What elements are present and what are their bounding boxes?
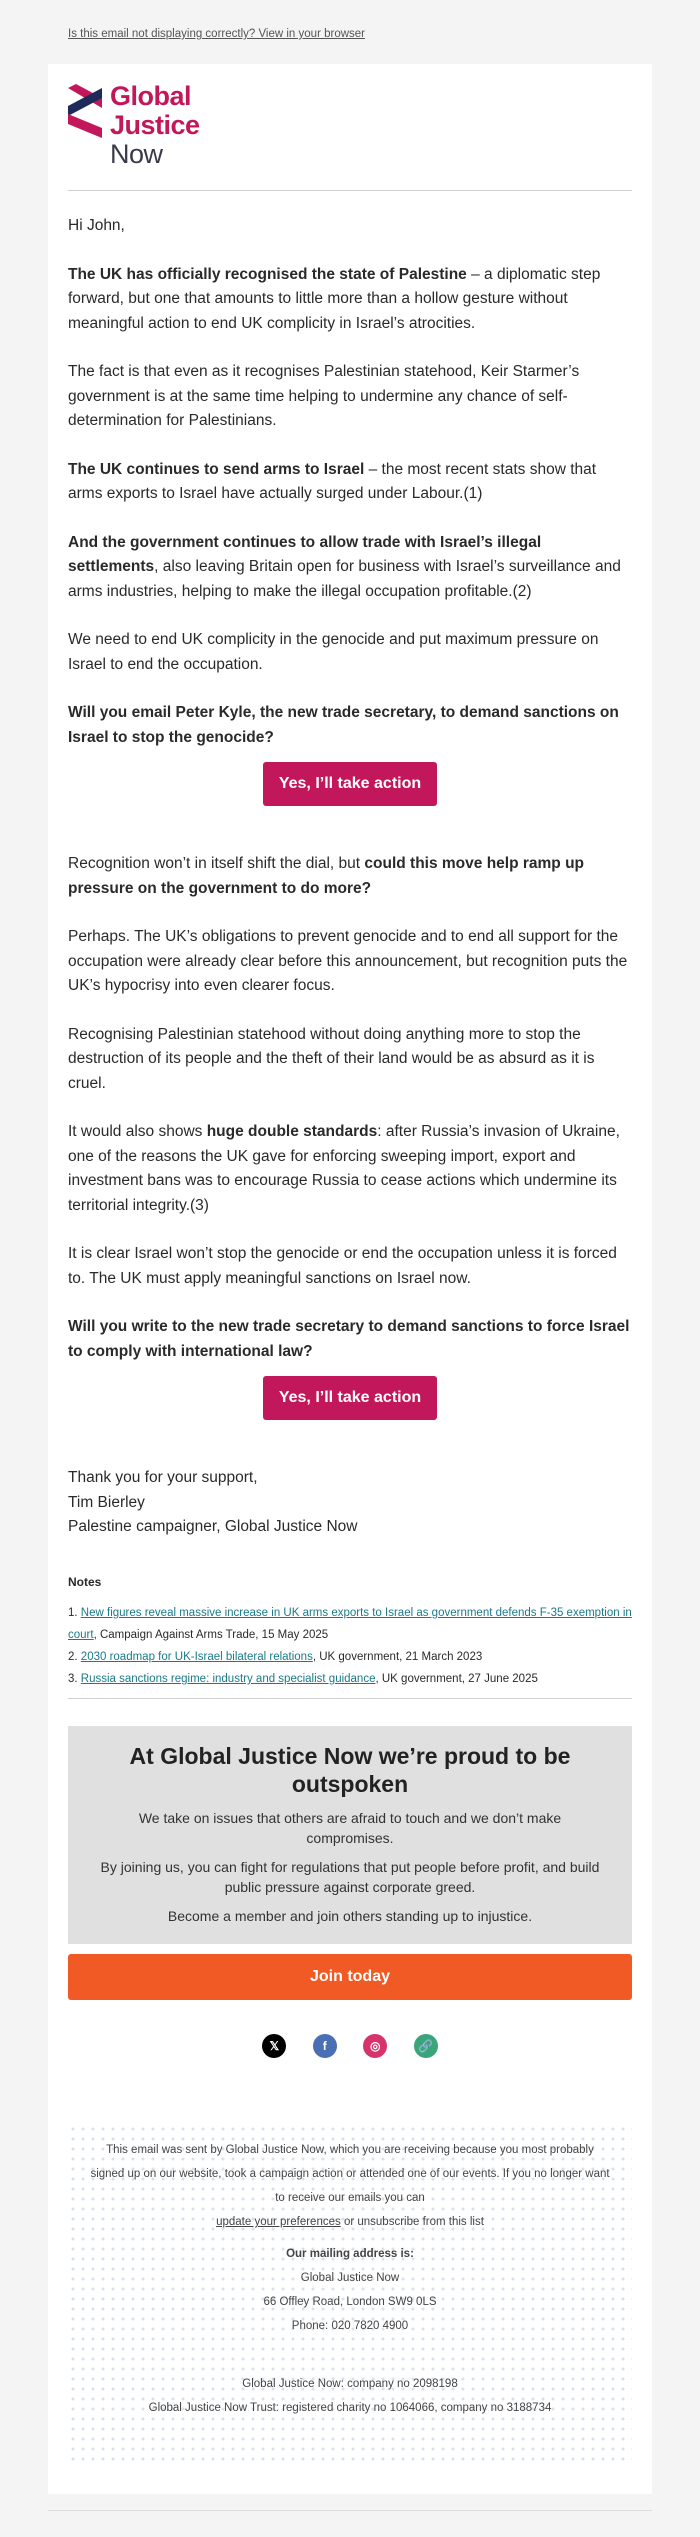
flag-logo-icon — [68, 84, 108, 144]
logo-line-now: Now — [110, 139, 163, 169]
footer — [68, 2124, 632, 2464]
logo-wordmark — [110, 82, 200, 169]
note-number: 1. — [68, 1607, 81, 1619]
paragraph-5: We need to end UK complicity in the genocide and put maximum pressure on Israel to end the occupation. — [68, 631, 599, 673]
p3-text: – the most recent stats show that arms exports to Israel have actually surged under Labour.(1) — [68, 460, 597, 502]
p1-text: – a diplomatic step forward, but one that amounts to little more than a hollow gesture without meaningful action to end UK complicity in Israel’s atrocities. — [68, 265, 601, 332]
note-link[interactable]: Russia sanctions regime: industry and specialist guidance — [80, 1673, 376, 1685]
footer-org: Global Justice Now — [300, 2272, 400, 2284]
signoff — [68, 1466, 632, 1540]
email-body — [68, 214, 632, 1690]
signoff-name: Tim Bierley — [68, 1493, 145, 1511]
paragraph-9: Recognising Palestinian statehood without doing anything more to stop the destruction of its people and the theft of their land would be as absurd as it is cruel. — [68, 1025, 595, 1092]
p1-bold: The UK has officially recognised the state of Palestine — [68, 265, 467, 283]
promo-divider — [68, 1698, 632, 1699]
preheader — [0, 0, 700, 64]
take-action-button-1[interactable]: Yes, I’ll take action — [263, 762, 437, 806]
email-card — [48, 64, 652, 2494]
footer-sent-by — [90, 2138, 610, 2234]
p10-text-start: It would also shows — [68, 1123, 207, 1140]
note-source: , UK government, 21 March 2023 — [312, 1651, 483, 1663]
facebook-icon[interactable]: f — [313, 2034, 337, 2058]
paragraph-1 — [68, 263, 632, 337]
p4-bold: And the government continues to allow trade with Israel’s illegal settlements — [68, 533, 542, 575]
social-links — [48, 2034, 652, 2058]
p6-bold: Will you email Peter Kyle, the new trade secretary, to demand sanctions on Israel to stop the genocide? — [68, 704, 619, 746]
x-icon[interactable]: 𝕏 — [262, 2034, 286, 2058]
promo-box — [68, 1726, 632, 1944]
join-today-button[interactable]: Join today — [68, 1954, 632, 2000]
greeting: Hi John, — [68, 217, 125, 234]
view-in-browser-link[interactable]: Is this email not displaying correctly? View in your browser — [68, 28, 365, 40]
footer-sent-text: This email was sent by Global Justice Now, which you are receiving because you most probably signed up on our website, took a campaign action or attended one of our events. If you no longer want to receive our emails you can — [90, 2144, 610, 2204]
take-action-button-2[interactable]: Yes, I’ll take action — [263, 1376, 437, 1420]
p4-text: , also leaving Britain open for business with Israel’s surveillance and arms industries, helping to make the illegal occupation profitable.(2) — [68, 558, 621, 600]
p7-text: Recognition won’t in itself shift the dial, but — [68, 855, 365, 872]
p10-bold: huge double standards — [206, 1123, 378, 1140]
note-number: 2. — [68, 1651, 81, 1663]
paragraph-3 — [68, 458, 632, 507]
bottom-divider — [48, 2510, 652, 2511]
logo-line-global: Global — [110, 81, 192, 111]
footer-address: 66 Offley Road, London SW9 0LS — [263, 2296, 437, 2308]
notes-list — [68, 1602, 632, 1690]
signoff-thanks: Thank you for your support, — [68, 1469, 258, 1486]
p7-bold: could this move help ramp up pressure on the government to do more? — [68, 855, 585, 897]
paragraph-11: It is clear Israel won’t stop the genocide or end the occupation unless it is forced to. The UK must apply meaningful sanctions on Israel now. — [68, 1245, 617, 1287]
global-justice-now-logo[interactable] — [68, 80, 268, 172]
note-number: 3. — [68, 1673, 81, 1685]
notes-title: Notes — [68, 1574, 102, 1589]
note-link[interactable]: 2030 roadmap for UK-Israel bilateral relations — [80, 1651, 313, 1663]
signoff-role: Palestine campaigner, Global Justice Now — [68, 1518, 358, 1535]
promo-heading: At Global Justice Now we’re proud to be outspoken — [129, 1743, 571, 1797]
instagram-icon[interactable]: ◎ — [363, 2034, 387, 2058]
p3-bold: The UK continues to send arms to Israel — [68, 460, 365, 478]
promo-text-2: By joining us, you can fight for regulations that put people before profit, and build public pressure against corporate greed. — [100, 1859, 600, 1895]
paragraph-8: Perhaps. The UK’s obligations to prevent genocide and to end all support for the occupation were already clear before this announcement, but recognition puts the UK’s hypocrisy into even clearer focus. — [68, 928, 628, 994]
paragraph-12 — [68, 1315, 632, 1364]
note-item — [68, 1602, 632, 1646]
paragraph-4 — [68, 531, 632, 605]
mailing-address-title: Our mailing address is: — [286, 2248, 414, 2260]
footer-company: Global Justice Now: company no 2098198 — [242, 2378, 458, 2390]
paragraph-6 — [68, 701, 632, 750]
note-item — [68, 1646, 632, 1668]
footer-phone: Phone: 020 7820 4900 — [291, 2320, 409, 2332]
note-source: , Campaign Against Arms Trade, 15 May 2025 — [93, 1629, 329, 1641]
paragraph-10 — [68, 1120, 632, 1218]
header-divider — [68, 190, 632, 191]
note-source: , UK government, 27 June 2025 — [375, 1673, 538, 1685]
p12-bold: Will you write to the new trade secretary to demand sanctions to force Israel to comply with international law? — [68, 1318, 630, 1360]
promo-text-1: We take on issues that others are afraid to touch and we don’t make compromises. — [138, 1810, 562, 1846]
unsubscribe-text[interactable]: or unsubscribe from this list — [340, 2216, 484, 2228]
footer-trust: Global Justice Now Trust: registered charity no 1064066, company no 3188734 — [148, 2402, 552, 2414]
paragraph-2: The fact is that even as it recognises Palestinian statehood, Keir Starmer’s government is at the same time helping to undermine any chance of self-determination for Palestinians. — [68, 363, 580, 429]
promo-text-3: Become a member and join others standing up to injustice. — [167, 1908, 533, 1924]
cta-wrapper-2 — [68, 1376, 632, 1420]
cta-wrapper-1 — [68, 762, 632, 806]
paragraph-7 — [68, 852, 632, 901]
update-preferences-link[interactable]: update your preferences — [216, 2216, 341, 2228]
note-item — [68, 1668, 632, 1690]
note-link[interactable]: New figures reveal massive increase in UK arms exports to Israel as government defends F-35 exemption in court — [68, 1607, 632, 1641]
logo-line-justice: Justice — [110, 110, 200, 140]
p10-text: : after Russia’s invasion of Ukraine, one of the reasons the UK gave for enforcing sweeping import, export and investment bans was to encourage Russia to cease actions which undermine its territorial integrity.(3) — [68, 1123, 620, 1214]
link-icon[interactable]: 🔗 — [414, 2034, 438, 2058]
